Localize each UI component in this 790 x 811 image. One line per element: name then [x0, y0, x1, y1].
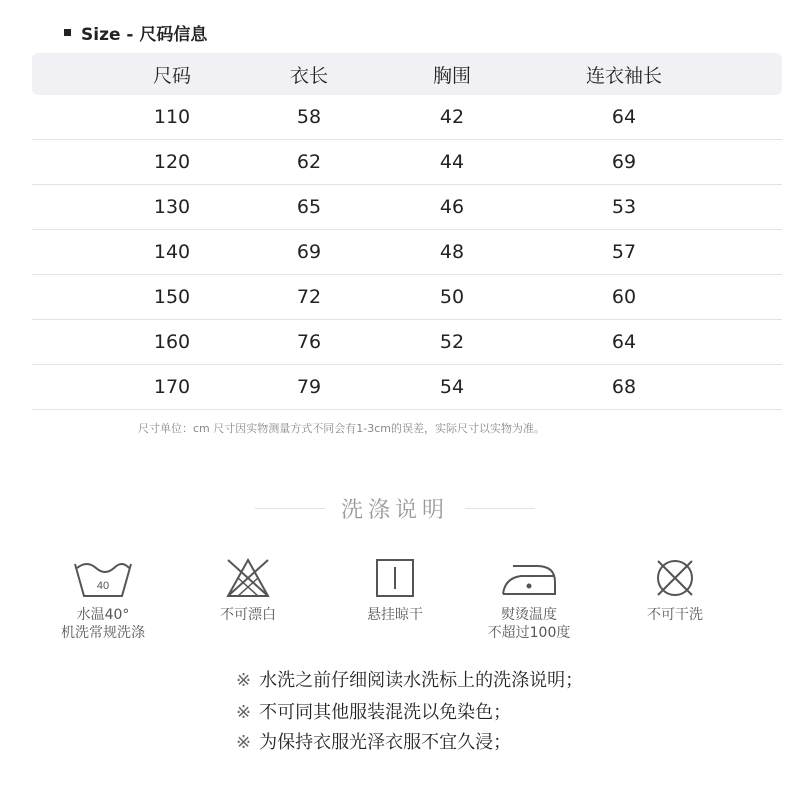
tub-temperature: 40 — [96, 580, 110, 592]
column-header-sleeve: 连衣袖长 — [585, 64, 663, 87]
care-label-line: 悬挂晾干 — [367, 607, 423, 623]
cell-chest: 46 — [439, 196, 465, 218]
table-row — [32, 365, 782, 410]
cell-sleeve: 53 — [611, 196, 637, 218]
wash-instruction — [236, 698, 511, 724]
cell-sleeve: 60 — [611, 286, 637, 308]
care-item-wash-40 — [38, 556, 168, 642]
cell-size: 150 — [153, 286, 191, 308]
size-title-text: Size - 尺码信息 — [81, 25, 208, 45]
care-label-line: 机洗常规洗涤 — [61, 625, 145, 641]
care-label-line: 水温40° — [76, 607, 130, 623]
cell-size: 110 — [153, 106, 191, 128]
care-item-no-bleach — [183, 556, 313, 624]
column-header-chest: 胸围 — [432, 64, 472, 87]
cell-size: 160 — [153, 331, 191, 353]
cell-length: 58 — [296, 106, 322, 128]
wash-title: 洗涤说明 — [341, 497, 450, 523]
column-header-size: 尺码 — [152, 64, 192, 87]
cell-sleeve: 64 — [611, 331, 637, 353]
cell-length: 69 — [296, 241, 322, 263]
care-label — [464, 606, 594, 642]
size-table-header — [32, 53, 782, 95]
table-row — [32, 185, 782, 230]
column-header-length: 衣长 — [289, 64, 329, 87]
reference-mark-icon: ※ — [236, 670, 252, 691]
size-table — [32, 53, 782, 410]
divider — [465, 508, 535, 509]
care-label-line: 不可漂白 — [220, 607, 276, 623]
no-bleach-icon — [224, 556, 272, 600]
care-label-line: 熨烫温度 — [501, 607, 557, 623]
table-row — [32, 230, 782, 275]
care-label-line: 不超过100度 — [487, 625, 571, 641]
table-row — [32, 275, 782, 320]
instruction-text: 水洗之前仔细阅读水洗标上的洗涤说明； — [259, 670, 584, 691]
wash-instruction — [236, 666, 583, 692]
cell-length: 65 — [296, 196, 322, 218]
care-item-no-dry-clean — [610, 556, 740, 624]
cell-chest: 42 — [439, 106, 465, 128]
reference-mark-icon: ※ — [236, 702, 252, 723]
wash-instruction — [236, 728, 511, 754]
cell-chest: 48 — [439, 241, 465, 263]
wash-section-heading — [255, 493, 535, 523]
instruction-text: 为保持衣服光泽衣服不宜久浸； — [259, 732, 512, 753]
wash-tub-40-icon — [72, 556, 134, 600]
care-label — [610, 606, 740, 624]
reference-mark-icon: ※ — [236, 732, 252, 753]
care-item-iron — [464, 556, 594, 642]
cell-chest: 44 — [439, 151, 465, 173]
no-dry-clean-icon — [653, 556, 697, 600]
cell-size: 170 — [153, 376, 191, 398]
cell-sleeve: 68 — [611, 376, 637, 398]
cell-chest: 54 — [439, 376, 465, 398]
cell-size: 120 — [153, 151, 191, 173]
cell-size: 140 — [153, 241, 191, 263]
care-label — [38, 606, 168, 642]
care-label-line: 不可干洗 — [647, 607, 703, 623]
cell-sleeve: 69 — [611, 151, 637, 173]
care-label — [183, 606, 313, 624]
hang-dry-icon — [373, 556, 417, 600]
care-label — [330, 606, 460, 624]
bullet-icon — [64, 29, 71, 36]
care-item-hang-dry — [330, 556, 460, 624]
cell-length: 76 — [296, 331, 322, 353]
cell-sleeve: 57 — [611, 241, 637, 263]
size-section-title — [64, 20, 207, 45]
table-row — [32, 140, 782, 185]
table-row — [32, 95, 782, 140]
cell-length: 79 — [296, 376, 322, 398]
cell-chest: 50 — [439, 286, 465, 308]
cell-length: 62 — [296, 151, 322, 173]
measurement-note: 尺寸单位：cm 尺寸因实物测量方式不同会有1-3cm的误差，实际尺寸以实物为准。 — [138, 422, 545, 435]
iron-low-icon — [499, 556, 559, 600]
cell-size: 130 — [153, 196, 191, 218]
instruction-text: 不可同其他服装混洗以免染色； — [259, 702, 512, 723]
cell-length: 72 — [296, 286, 322, 308]
table-row — [32, 320, 782, 365]
cell-chest: 52 — [439, 331, 465, 353]
divider — [255, 508, 325, 509]
cell-sleeve: 64 — [611, 106, 637, 128]
